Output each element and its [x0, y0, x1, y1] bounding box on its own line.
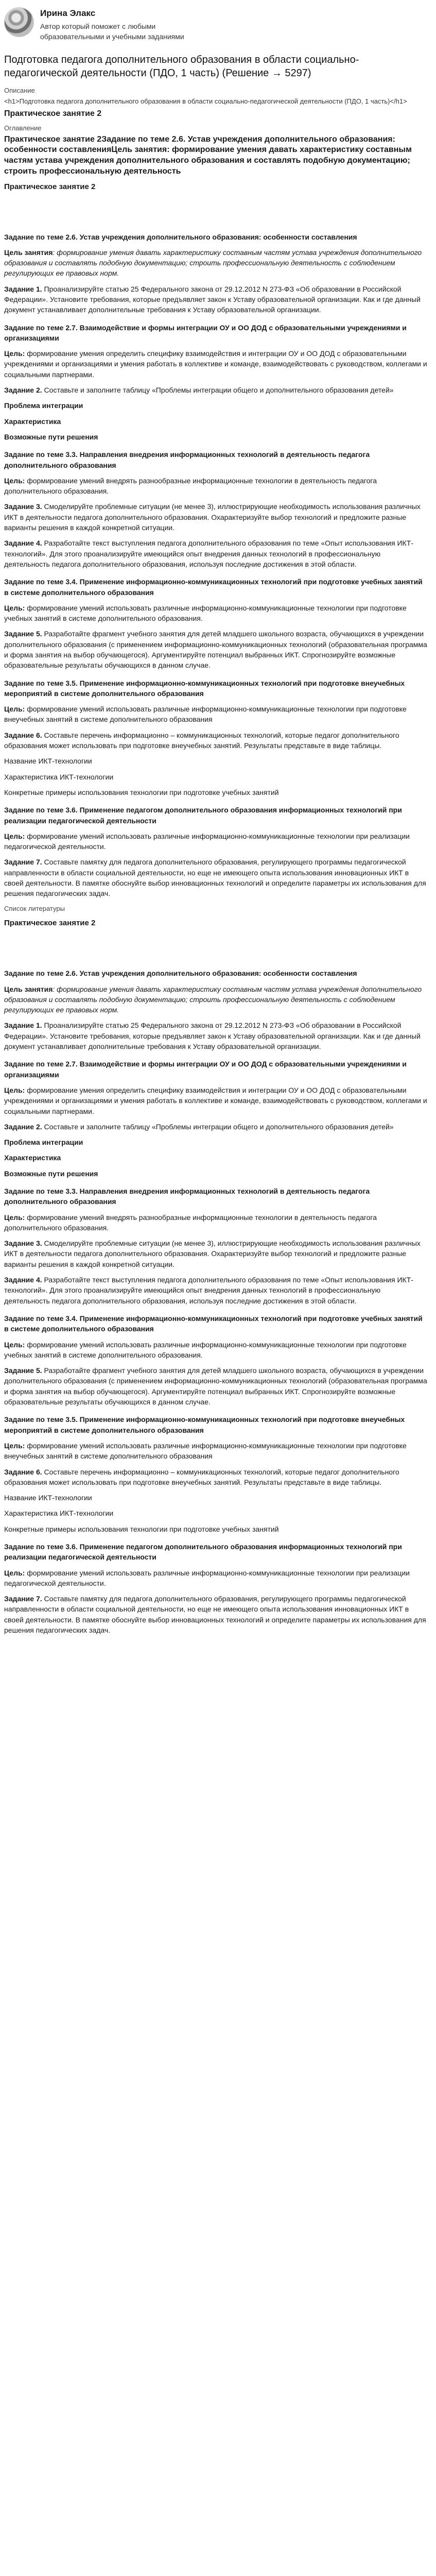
content-block-2 [4, 968, 428, 1635]
goal-3-4-text: формирование умений использовать различные информационно-коммуникационные технологии при подготовке учебных занятий в системе дополнительного образования. [4, 603, 407, 623]
goal-3-3-label: Цель: [4, 1213, 25, 1222]
task-heading-2-6: Задание по теме 2.6. Устав учреждения дополнительного образования: особенности составления [4, 969, 357, 978]
goal-3-6-text: формирование умений использовать различные информационно-коммуникационные технологии при реализации педагогической деятельности. [4, 1568, 410, 1587]
task-3 [4, 1238, 428, 1269]
goal-3-5-label: Цель: [4, 705, 25, 714]
ict-name: Название ИКТ-технологии [4, 1494, 92, 1502]
section-title: Практическое занятие 2 [4, 182, 96, 191]
author-name[interactable]: Ирина Элакс [40, 8, 96, 18]
goal-3-6-label: Цель: [4, 1568, 25, 1577]
ict-examples: Конкретные примеры использования технологии при подготовке учебных занятий [4, 1524, 279, 1533]
goal-3-6 [4, 831, 428, 852]
task-1-label: Задание 1. [4, 284, 42, 293]
table-col-characteristic: Характеристика [4, 1154, 61, 1162]
task-7-text: Составьте памятку для педагога дополнительного образования, регулирующего программы педагогической направленности в области социальной деятельности, но еще не имеющего опыта использования инновационных ИКТ в своей деятельности. В памятке обоснуйте выбор инновационных технологий и определите параметры их использования для решения педагогических задач. [4, 858, 426, 898]
goal-2-7 [4, 348, 428, 380]
author-card [4, 7, 428, 42]
task-heading-2-7: Задание по теме 2.7. Взаимодействие и формы интеграции ОУ и ОО ДОД с образовательными учреждениями и организациями [4, 1060, 407, 1079]
task-6-label: Задание 6. [4, 1467, 42, 1476]
goal-3-5 [4, 1440, 428, 1462]
goal-3-6-label: Цель: [4, 832, 25, 840]
goal-2-7 [4, 1085, 428, 1116]
goal-3-5-label: Цель: [4, 1441, 25, 1450]
task-6 [4, 730, 428, 751]
toc-label: Оглавление [4, 124, 42, 132]
description-raw: <h1>Подготовка педагога дополнительного образования в области социально-педагогической деятельности (ПДО, 1 часть)</h1> [4, 97, 407, 106]
goal-3-6-text: формирование умений использовать различные информационно-коммуникационные технологии при реализации педагогической деятельности. [4, 832, 410, 851]
task-heading-3-5: Задание по теме 3.5. Применение информационно-коммуникационных технологий при подготовке внеучебных мероприятий в системе дополнительного образования [4, 1415, 405, 1434]
task-7 [4, 1594, 428, 1635]
author-bio: Автор который поможет с любыми образовательными и учебными заданиями [40, 22, 184, 41]
goal-3-6 [4, 1568, 428, 1589]
task-4-text: Разработайте текст выступления педагога дополнительного образования по теме «Опыт использования ИКТ-технологий». Для этого проанализируйте имеющийся опыт внедрения данных технологий в профессиональную деятельность педагога дополнительного образования, используя последние достижения в этой области. [4, 1276, 413, 1305]
goal-paragraph [4, 247, 428, 279]
goal-3-4-label: Цель: [4, 603, 25, 612]
task-heading-3-3: Задание по теме 3.3. Направления внедрения информационных технологий в деятельность педагога дополнительного образования [4, 1187, 370, 1206]
task-4 [4, 538, 428, 569]
goal-3-5-text: формирование умений использовать различные информационно-коммуникационные технологии при подготовке внеучебных занятий в системе дополнительного образования [4, 1441, 407, 1461]
task-1-text: Проанализируйте статью 25 Федерального закона от 29.12.2012 N 273-ФЗ «Об образовании в Российской Федерации». Установите требования, которые предъявляет закон к Уставу образовательной организации. Как и где данный документ устанавливает дополнительные требования к Уставу образовательной организации. [4, 1021, 421, 1051]
task-heading-3-4: Задание по теме 3.4. Применение информационно-коммуникационных технологий при подготовке учебных занятий в системе дополнительного образования [4, 578, 423, 597]
task-2-text: Составьте и заполните таблицу «Проблемы интеграции общего и дополнительного образования детей» [42, 1122, 394, 1131]
task-6-text: Составьте перечень информационно – коммуникационных технологий, которые педагог дополнительного образования может использовать при подготовке внеучебных занятий. Результаты представьте в виде таблицы. [4, 1467, 399, 1486]
ict-examples: Конкретные примеры использования технологии при подготовке учебных занятий [4, 788, 279, 796]
goal-2-7-label: Цель: [4, 349, 25, 358]
goal-3-3 [4, 476, 428, 497]
goal-label: Цель занятия [4, 248, 53, 257]
task-6 [4, 1467, 428, 1488]
task-3 [4, 501, 428, 533]
task-6-label: Задание 6. [4, 731, 42, 739]
goal-3-4-label: Цель: [4, 1340, 25, 1349]
goal-text: : формирование умения давать характеристику составным частям устава учреждения дополнительного образования и составлять подобную документацию; строить профессиональную деятельность с соблюдением регулирующих ее правовых норм. [4, 985, 422, 1014]
goal-text: : формирование умения давать характеристику составным частям устава учреждения дополнительного образования и составлять подобную документацию; строить профессиональную деятельность с соблюдением регулирующих ее правовых норм. [4, 248, 422, 278]
goal-2-7-label: Цель: [4, 1086, 25, 1094]
content-block-1 [4, 232, 428, 929]
goal-3-4 [4, 603, 428, 624]
task-heading-3-6: Задание по теме 3.6. Применение педагогом дополнительного образования информационных технологий при реализации педагогической деятельности [4, 1543, 402, 1562]
task-2 [4, 385, 428, 395]
task-4-label: Задание 4. [4, 1276, 42, 1284]
goal-3-3 [4, 1212, 428, 1233]
task-3-label: Задание 3. [4, 502, 42, 511]
task-heading-2-6: Задание по теме 2.6. Устав учреждения дополнительного образования: особенности составления [4, 232, 357, 241]
task-3-label: Задание 3. [4, 1239, 42, 1248]
goal-3-4-text: формирование умений использовать различные информационно-коммуникационные технологии при подготовке учебных занятий в системе дополнительного образования. [4, 1340, 407, 1359]
ict-name: Название ИКТ-технологии [4, 757, 92, 766]
table-col-solutions: Возможные пути решения [4, 432, 98, 441]
task-heading-2-7: Задание по теме 2.7. Взаимодействие и формы интеграции ОУ и ОО ДОД с образовательными учреждениями и организациями [4, 323, 407, 342]
goal-2-7-text: формирование умения определить специфику взаимодействия и интеграции ОУ и ОО ДОД с образовательными учреждениями и организациями и умения работать в коллективе и команде, взаимодействовать с руководством, коллегами и социальными партнерами. [4, 1086, 427, 1115]
table-col-solutions: Возможные пути решения [4, 1169, 98, 1178]
references-label: Список литературы [4, 904, 65, 912]
task-2-label: Задание 2. [4, 386, 42, 395]
task-1-text: Проанализируйте статью 25 Федерального закона от 29.12.2012 N 273-ФЗ «Об образовании в Российской Федерации». Установите требования, которые предъявляет закон к Уставу образовательной организации. Как и где данный документ устанавливает дополнительные требования к Уставу образовательной организации. [4, 284, 421, 314]
task-3-text: Смоделируйте проблемные ситуации (не менее 3), иллюстрирующие необходимость использования различных ИКТ в деятельности педагога дополнительного образования. Охарактеризуйте выбор технологий и предложите разные варианты решения в каждой конкретной ситуации. [4, 1239, 421, 1268]
task-7-text: Составьте памятку для педагога дополнительного образования, регулирующего программы педагогической направленности в области социальной деятельности, но еще не имеющего опыта использования инновационных ИКТ в своей деятельности. В памятке обоснуйте выбор инновационных технологий и определите параметры их использования для решения педагогических задач. [4, 1595, 426, 1635]
task-4-text: Разработайте текст выступления педагога дополнительного образования по теме «Опыт использования ИКТ-технологий». Для этого проанализируйте имеющийся опыт внедрения данных технологий в профессиональную деятельность педагога дополнительного образования, используя последние достижения в этой области. [4, 539, 413, 568]
task-7-label: Задание 7. [4, 1595, 42, 1603]
task-4-label: Задание 4. [4, 539, 42, 548]
goal-3-5 [4, 704, 428, 725]
section-title-repeat: Практическое занятие 2 [4, 919, 96, 928]
task-7 [4, 857, 428, 899]
task-2-text: Составьте и заполните таблицу «Проблемы интеграции общего и дополнительного образования детей» [42, 386, 394, 395]
goal-3-5-text: формирование умений использовать различные информационно-коммуникационные технологии при подготовке внеучебных занятий в системе дополнительного образования [4, 705, 407, 724]
task-5-label: Задание 5. [4, 1366, 42, 1375]
goal-3-4 [4, 1340, 428, 1361]
task-heading-3-3: Задание по теме 3.3. Направления внедрения информационных технологий в деятельность педагога дополнительного образования [4, 450, 370, 469]
task-heading-3-4: Задание по теме 3.4. Применение информационно-коммуникационных технологий при подготовке учебных занятий в системе дополнительного образования [4, 1314, 423, 1333]
task-heading-3-6: Задание по теме 3.6. Применение педагогом дополнительного образования информационных технологий при реализации педагогической деятельности [4, 806, 402, 825]
task-heading-3-5: Задание по теме 3.5. Применение информационно-коммуникационных технологий при подготовке внеучебных мероприятий в системе дополнительного образования [4, 679, 405, 698]
page-title: Подготовка педагога дополнительного образования в области социально-педагогической деятельности (ПДО, 1 часть) (Решение → 5297) [4, 54, 359, 79]
task-5 [4, 1365, 428, 1407]
ict-characteristic: Характеристика ИКТ-технологии [4, 772, 114, 781]
task-2 [4, 1122, 428, 1132]
task-7-label: Задание 7. [4, 858, 42, 867]
task-4 [4, 1275, 428, 1306]
author-info [40, 7, 210, 42]
avatar[interactable] [4, 7, 34, 37]
task-5 [4, 629, 428, 670]
task-1 [4, 284, 428, 315]
task-1-label: Задание 1. [4, 1021, 42, 1030]
practical-title: Практическое занятие 2 [4, 109, 102, 118]
goal-2-7-text: формирование умения определить специфику взаимодействия и интеграции ОУ и ОО ДОД с образовательными учреждениями и организациями и умения работать в коллективе и команде, взаимодействовать с руководством, коллегами и социальными партнерами. [4, 349, 427, 379]
task-2-label: Задание 2. [4, 1122, 42, 1131]
goal-paragraph [4, 984, 428, 1015]
goal-3-3-text: формирование умений внедрять разнообразные информационные технологии в деятельность педагога дополнительного образования. [4, 1213, 377, 1232]
goal-3-3-label: Цель: [4, 476, 25, 485]
description-label: Описание [4, 87, 35, 95]
task-1 [4, 1020, 428, 1052]
task-5-text: Разработайте фрагмент учебного занятия для детей младшего школьного возраста, обучающихся в учреждении дополнительного образования (с применением информационно-коммуникационных технологий (образовательная программа и форма занятия на выбор обучающегося). Аргументируйте потенциал выбранных ИКТ. Спрогнозируйте возможные образовательные результаты обучающихся в данном случае. [4, 1366, 427, 1406]
goal-label: Цель занятия [4, 985, 53, 993]
table-col-problem: Проблема интеграции [4, 1138, 83, 1147]
toc-text: Практическое занятие 2Задание по теме 2.6. Устав учреждения дополнительного образования: особенности составленияЦель занятия: формирование умения давать характеристику составным частям устава учреждения дополнительного образования и составлять подобную документацию; строить профессиональную деятельность [4, 134, 412, 176]
table-col-problem: Проблема интеграции [4, 401, 83, 410]
task-6-text: Составьте перечень информационно – коммуникационных технологий, которые педагог дополнительного образования может использовать при подготовке внеучебных занятий. Результаты представьте в виде таблицы. [4, 731, 399, 750]
task-5-text: Разработайте фрагмент учебного занятия для детей младшего школьного возраста, обучающихся в учреждении дополнительного образования (с применением информационно-коммуникационных технологий (образовательная программа и форма занятия на выбор обучающегося). Аргументируйте потенциал выбранных ИКТ. Спрогнозируйте возможные образовательные результаты обучающихся в данном случае. [4, 630, 427, 670]
table-col-characteristic: Характеристика [4, 417, 61, 426]
goal-3-3-text: формирование умений внедрять разнообразные информационные технологии в деятельность педагога дополнительного образования. [4, 476, 377, 496]
task-5-label: Задание 5. [4, 630, 42, 638]
ict-characteristic: Характеристика ИКТ-технологии [4, 1509, 114, 1518]
task-3-text: Смоделируйте проблемные ситуации (не менее 3), иллюстрирующие необходимость использования различных ИКТ в деятельности педагога дополнительного образования. Охарактеризуйте выбор технологий и предложите разные варианты решения в каждой конкретной ситуации. [4, 502, 421, 532]
